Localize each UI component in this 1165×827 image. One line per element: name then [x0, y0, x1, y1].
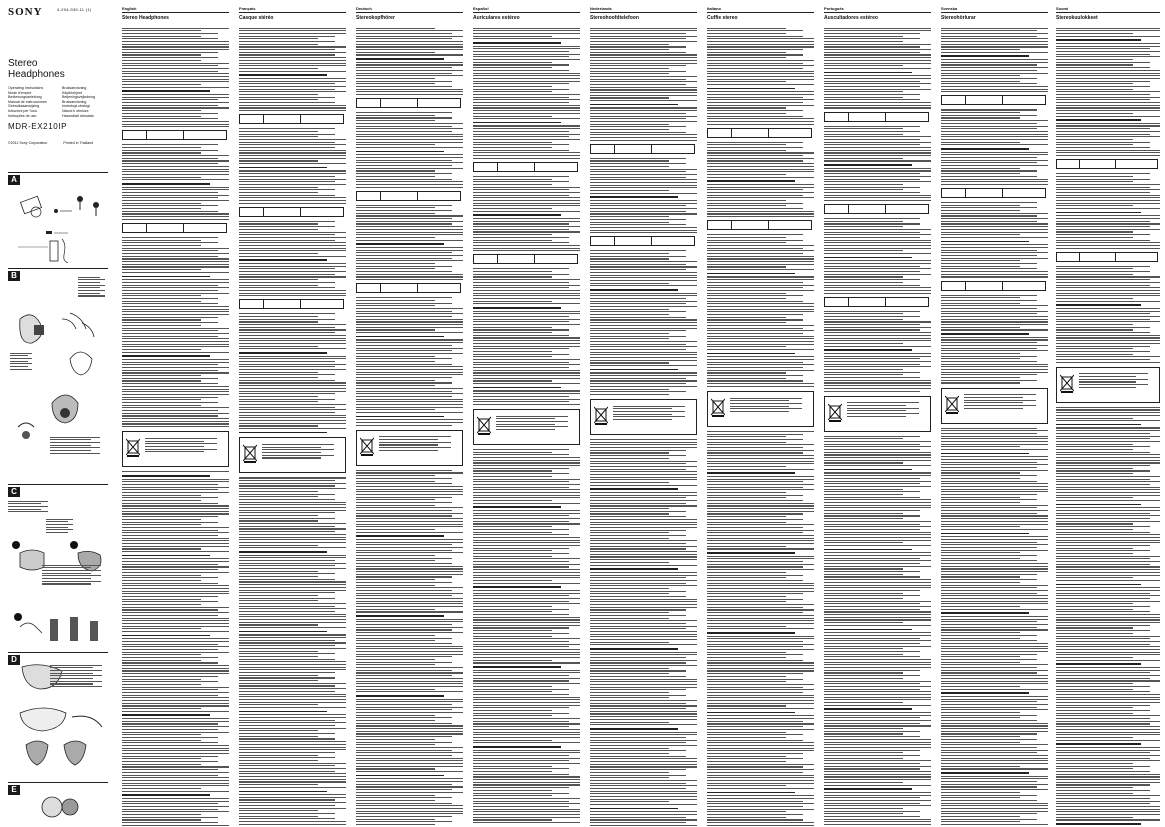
- language-item: Bruksanvisning: [62, 86, 87, 90]
- figure-c-caption-b: [46, 517, 76, 535]
- spec-table: [356, 191, 461, 201]
- part-number: 4-294-939-11 (1): [57, 7, 92, 12]
- spec-table: [239, 207, 344, 217]
- figure-c-caption-c: [42, 563, 108, 586]
- figure-b-caption-bottom: [50, 435, 106, 455]
- column-language: Français: [239, 6, 346, 13]
- language-item: Gebruiksaanwijzing: [8, 104, 40, 109]
- text-column-german: [356, 6, 463, 826]
- column-body: [707, 26, 814, 826]
- spec-table: [941, 188, 1046, 198]
- title-line-1: Stereo: [8, 58, 38, 69]
- figure-section-d: [8, 652, 108, 780]
- column-body: [239, 26, 346, 826]
- section-label-c: C: [8, 487, 20, 497]
- column-heading: Stereohörlurar: [941, 15, 976, 21]
- language-list-left: [8, 86, 56, 118]
- column-language: Português: [824, 6, 931, 13]
- column-heading: Casque stéréo: [239, 15, 274, 21]
- spec-table: [590, 144, 695, 154]
- brand-logo: SONY: [8, 6, 43, 18]
- crossed-bin-icon: [594, 405, 608, 425]
- text-column-french: [239, 6, 346, 826]
- language-item: Operating Instructions: [8, 86, 44, 90]
- column-language: Español: [473, 6, 580, 13]
- column-body: [590, 26, 697, 826]
- column-body: [473, 26, 580, 826]
- figure-d-caption: [50, 663, 108, 689]
- column-language: Nederlands: [590, 6, 697, 13]
- language-list-right: [62, 86, 110, 118]
- text-column-portuguese: [824, 6, 931, 826]
- crossed-bin-icon: [126, 437, 140, 457]
- spec-table: [1056, 159, 1158, 169]
- crossed-bin-icon: [1060, 373, 1074, 393]
- spec-table: [122, 223, 227, 233]
- column-heading: Stereokopfhörer: [356, 15, 395, 21]
- column-body: [824, 26, 931, 826]
- language-item: Bruksanvisning: [62, 99, 87, 104]
- language-item: Használati útmutató: [62, 113, 94, 118]
- spec-table: [122, 130, 227, 140]
- language-item: Käyttöohjeet: [62, 90, 82, 95]
- column-body: [122, 26, 229, 826]
- language-item: Mode d'emploi: [8, 90, 32, 95]
- spec-table: [239, 114, 344, 124]
- crossed-bin-icon: [360, 436, 374, 456]
- section-label-a: A: [8, 175, 20, 185]
- spec-table: [824, 297, 929, 307]
- weee-disposal-notice: [122, 431, 229, 467]
- earbud-replacement-illustration: [10, 539, 110, 649]
- spec-table: [473, 254, 578, 264]
- crossed-bin-icon: [945, 394, 959, 414]
- column-language: English: [122, 6, 229, 13]
- text-column-english: [122, 6, 229, 826]
- weee-disposal-notice: [239, 437, 346, 473]
- column-language: Suomi: [1056, 6, 1160, 13]
- column-language: Deutsch: [356, 6, 463, 13]
- weee-disposal-notice: [590, 399, 697, 435]
- language-item: Návod k obsluze: [62, 108, 89, 113]
- figure-section-a: [8, 172, 108, 266]
- section-label-b: B: [8, 271, 20, 281]
- copyright-line: [8, 141, 108, 145]
- weee-disposal-notice: [1056, 367, 1160, 403]
- column-heading: Cuffie stereo: [707, 15, 738, 21]
- column-heading: Auriculares estéreo: [473, 15, 520, 21]
- title-line-2: Headphones: [8, 69, 65, 80]
- spec-table: [356, 98, 461, 108]
- spec-table: [356, 283, 461, 293]
- column-body: [1056, 26, 1160, 826]
- spec-table: [824, 112, 929, 122]
- language-item: Bedienungsanleitung: [8, 95, 42, 100]
- language-item: Betjeningsvejledning: [62, 95, 95, 100]
- figure-section-b: [8, 268, 108, 482]
- earbud-detail-illustration: [38, 789, 88, 825]
- language-item: Manual de instrucciones: [8, 99, 47, 104]
- spec-table: [707, 220, 812, 230]
- column-heading: Auscultadores estéreo: [824, 15, 878, 21]
- spec-table: [941, 95, 1046, 105]
- spec-table: [707, 128, 812, 138]
- language-item: Instrukcja obsługi: [62, 104, 90, 109]
- section-label-d: D: [8, 655, 20, 665]
- section-label-e: E: [8, 785, 20, 795]
- text-column-dutch: [590, 6, 697, 826]
- figure-b-caption-mid: [10, 351, 34, 371]
- column-heading: Stereokuulokkeet: [1056, 15, 1098, 21]
- crossed-bin-icon: [711, 397, 725, 417]
- copyright-text: ©2011 Sony Corporation: [8, 141, 48, 146]
- printed-in-text: Printed in Thailand: [63, 141, 94, 146]
- column-heading: Stereo Headphones: [122, 15, 169, 21]
- text-column-italian: [707, 6, 814, 826]
- weee-disposal-notice: [473, 409, 580, 445]
- weee-disposal-notice: [824, 396, 931, 432]
- figure-section-e: [8, 782, 108, 826]
- package-contents-illustration: [16, 187, 106, 263]
- product-title: [8, 58, 108, 80]
- language-item: Instruções de uso: [8, 113, 37, 118]
- text-column-spanish: [473, 6, 580, 826]
- column-heading: Stereohoofdtelefoon: [590, 15, 639, 21]
- spec-table: [824, 204, 929, 214]
- column-body: [356, 26, 463, 826]
- crossed-bin-icon: [828, 402, 842, 422]
- language-list: [8, 86, 108, 118]
- column-language: Italiano: [707, 6, 814, 13]
- spec-table: [239, 299, 344, 309]
- text-column-swedish: [941, 6, 1048, 826]
- spec-table: [941, 281, 1046, 291]
- weee-disposal-notice: [356, 430, 463, 466]
- weee-disposal-notice: [707, 391, 814, 427]
- spec-table: [1056, 252, 1158, 262]
- text-column-finnish: [1056, 6, 1160, 826]
- weee-disposal-notice: [941, 388, 1048, 424]
- spec-table: [590, 236, 695, 246]
- crossed-bin-icon: [477, 415, 491, 435]
- model-number: MDR-EX210IP: [8, 122, 68, 132]
- spec-table: [473, 162, 578, 172]
- column-language: Svenska: [941, 6, 1048, 13]
- figure-b-caption-top: [78, 275, 108, 298]
- figure-section-c: [8, 484, 108, 650]
- figure-c-caption-a: [8, 499, 52, 514]
- language-item: Istruzioni per l'uso: [8, 108, 37, 113]
- column-body: [941, 26, 1048, 826]
- crossed-bin-icon: [243, 443, 257, 463]
